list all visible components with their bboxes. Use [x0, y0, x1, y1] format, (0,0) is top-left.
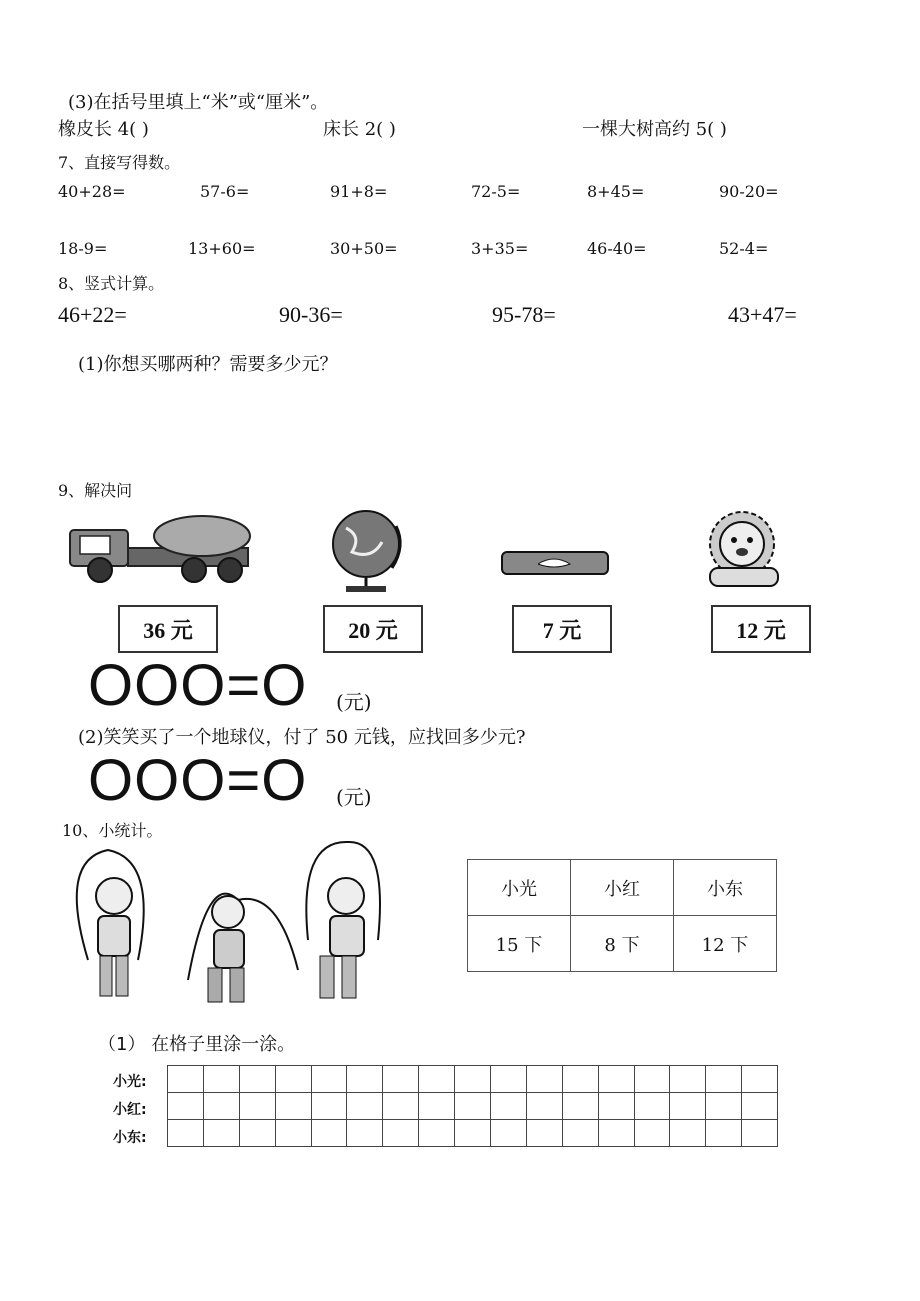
table-header-xiaohong: 小红	[571, 860, 674, 916]
q8-sub1: (1)你想买哪两种？需要多少元？	[78, 354, 338, 375]
grid-cell[interactable]	[311, 1065, 348, 1093]
q9-sub2: (2)笑笑买了一个地球仪，付了 50 元钱，应找回多少元?	[78, 727, 526, 748]
grid-cell[interactable]	[454, 1065, 491, 1093]
grid-cell[interactable]	[346, 1092, 383, 1120]
formula-2-unit: (元)	[336, 785, 372, 809]
grid-cell[interactable]	[275, 1119, 312, 1147]
grid-cell[interactable]	[311, 1092, 348, 1120]
q7-r1-2: 57-6=	[200, 182, 250, 201]
grid-cell[interactable]	[526, 1092, 563, 1120]
q8-item-1: 46+22=	[58, 302, 127, 327]
grid-cell[interactable]	[598, 1092, 635, 1120]
price-pencil-case: 7 元	[512, 605, 612, 653]
q7-r1-4: 72-5=	[471, 182, 521, 201]
grid-cell[interactable]	[275, 1092, 312, 1120]
q8-item-3: 95-78=	[492, 302, 556, 327]
q9-title: 9、解决问	[58, 481, 133, 500]
q8-item-2: 90-36=	[279, 302, 343, 327]
grid-cell[interactable]	[382, 1119, 419, 1147]
q7-r1-3: 91+8=	[330, 182, 388, 201]
grid-cell[interactable]	[167, 1092, 204, 1120]
table-row	[468, 860, 777, 916]
q7-title: 7、直接写得数。	[58, 153, 181, 172]
table-value-xiaohong: 8 下	[571, 916, 674, 972]
q3-prompt: (3)在括号里填上“米”或“厘米”。	[68, 92, 329, 113]
grid-cell[interactable]	[526, 1119, 563, 1147]
grid-row-xiaohong	[168, 1092, 778, 1120]
q8-title: 8、竖式计算。	[58, 274, 165, 293]
table-row	[468, 916, 777, 972]
grid-row-xiaoguang	[168, 1065, 778, 1093]
grid-cell[interactable]	[275, 1065, 312, 1093]
grid-cell[interactable]	[418, 1119, 455, 1147]
grid-cell[interactable]	[346, 1065, 383, 1093]
grid-label-xiaoguang: 小光:	[113, 1074, 147, 1090]
grid-cell[interactable]	[203, 1119, 240, 1147]
grid-cell[interactable]	[203, 1092, 240, 1120]
grid-cell[interactable]	[634, 1092, 671, 1120]
grid-cell[interactable]	[490, 1065, 527, 1093]
table-header-xiaoguang: 小光	[468, 860, 571, 916]
lion-toy-icon	[692, 506, 796, 590]
grid-cell[interactable]	[526, 1065, 563, 1093]
grid-cell[interactable]	[418, 1092, 455, 1120]
grid-cell[interactable]	[346, 1119, 383, 1147]
q7-r2-3: 30+50=	[330, 239, 398, 258]
grid-cell[interactable]	[669, 1065, 706, 1093]
grid-cell[interactable]	[167, 1119, 204, 1147]
kids-jumping-rope-illustration	[58, 840, 398, 1012]
grid-row-xiaodong	[168, 1119, 778, 1147]
grid-cell[interactable]	[239, 1092, 276, 1120]
price-lion: 12 元	[711, 605, 811, 653]
grid-cell[interactable]	[705, 1065, 742, 1093]
q3-item-eraser: 橡皮长 4( )	[58, 119, 149, 140]
grid-cell[interactable]	[598, 1065, 635, 1093]
grid-cell[interactable]	[741, 1119, 778, 1147]
grid-cell[interactable]	[382, 1065, 419, 1093]
formula-2: OOO=O	[88, 748, 308, 813]
grid-cell[interactable]	[705, 1092, 742, 1120]
grid-cell[interactable]	[741, 1065, 778, 1093]
formula-1: OOO=O	[88, 653, 308, 718]
q3-item-bed: 床长 2( )	[323, 119, 396, 140]
cement-truck-icon	[62, 508, 262, 588]
table-value-xiaoguang: 15 下	[468, 916, 571, 972]
q7-r2-5: 46-40=	[587, 239, 647, 258]
q3-item-tree: 一棵大树高约 5( )	[582, 119, 727, 140]
formula-1-unit: (元)	[336, 690, 372, 714]
grid-label-xiaohong: 小红:	[113, 1102, 147, 1118]
grid-cell[interactable]	[634, 1119, 671, 1147]
grid-cell[interactable]	[418, 1065, 455, 1093]
grid-cell[interactable]	[562, 1092, 599, 1120]
table-header-xiaodong: 小东	[674, 860, 777, 916]
grid-cell[interactable]	[562, 1119, 599, 1147]
grid-cell[interactable]	[741, 1092, 778, 1120]
grid-cell[interactable]	[167, 1065, 204, 1093]
grid-cell[interactable]	[598, 1119, 635, 1147]
grid-cell[interactable]	[490, 1119, 527, 1147]
grid-cell[interactable]	[454, 1119, 491, 1147]
grid-cell[interactable]	[454, 1092, 491, 1120]
q10-title: 10、小统计。	[62, 821, 163, 840]
pencil-case-icon	[498, 548, 614, 580]
price-globe: 20 元	[323, 605, 423, 653]
q7-r1-5: 8+45=	[587, 182, 645, 201]
q7-r2-1: 18-9=	[58, 239, 108, 258]
q7-r1-1: 40+28=	[58, 182, 126, 201]
q7-r2-6: 52-4=	[719, 239, 769, 258]
grid-cell[interactable]	[669, 1092, 706, 1120]
grid-cell[interactable]	[705, 1119, 742, 1147]
grid-cell[interactable]	[669, 1119, 706, 1147]
q10-sub1: （1） 在格子里涂一涂。	[98, 1034, 296, 1055]
price-truck: 36 元	[118, 605, 218, 653]
q7-r2-4: 3+35=	[471, 239, 529, 258]
stats-table	[467, 859, 777, 972]
grid-label-xiaodong: 小东:	[113, 1130, 147, 1146]
grid-cell[interactable]	[382, 1092, 419, 1120]
table-value-xiaodong: 12 下	[674, 916, 777, 972]
grid-cell[interactable]	[634, 1065, 671, 1093]
grid-cell[interactable]	[203, 1065, 240, 1093]
grid-cell[interactable]	[239, 1065, 276, 1093]
q7-r1-6: 90-20=	[719, 182, 779, 201]
grid-cell[interactable]	[490, 1092, 527, 1120]
grid-cell[interactable]	[562, 1065, 599, 1093]
grid-cell[interactable]	[239, 1119, 276, 1147]
q8-item-4: 43+47=	[728, 302, 797, 327]
globe-icon	[322, 506, 412, 596]
q7-r2-2: 13+60=	[188, 239, 256, 258]
grid-cell[interactable]	[311, 1119, 348, 1147]
